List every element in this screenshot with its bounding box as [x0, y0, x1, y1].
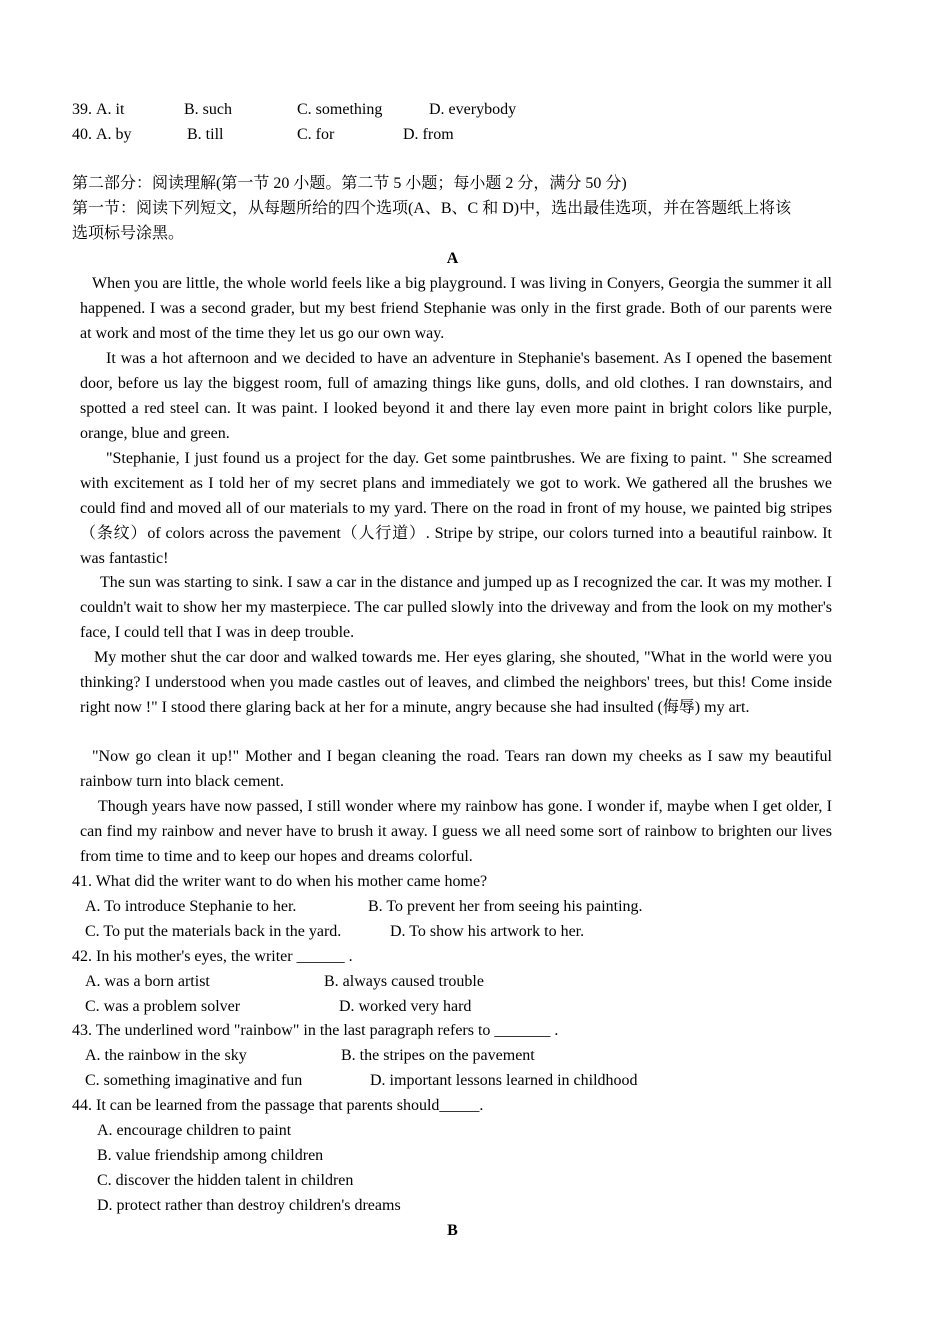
q42-option-b: B. always caused trouble: [324, 973, 484, 990]
instruction-line-1: 第一节：阅读下列短文，从每题所给的四个选项(A、B、C 和 D)中，选出最佳选项，并在答题纸上将该: [72, 200, 792, 217]
q40-number: 40.: [72, 126, 92, 143]
q43-stem: 43. The underlined word "rainbow" in the last paragraph refers to _______ .: [72, 1022, 559, 1039]
q44-option-b: B. value friendship among children: [97, 1147, 324, 1164]
q43-option-a: A. the rainbow in the sky: [85, 1047, 247, 1064]
q39-number: 39.: [72, 101, 92, 118]
q42-option-c: C. was a problem solver: [85, 998, 241, 1015]
q41-option-c: C. To put the materials back in the yard.: [85, 923, 342, 940]
passage-a-heading: A: [446, 250, 459, 267]
q44-option-d: D. protect rather than destroy children's dreams: [97, 1197, 401, 1214]
q39-option-b: B. such: [184, 101, 232, 118]
q39-option-a: A. it: [96, 101, 125, 118]
q42-stem: 42. In his mother's eyes, the writer ______ .: [72, 948, 353, 965]
passage-a-paragraph-7: Though years have now passed, I still wonder where my rainbow has gone. I wonder if, maybe when I get older, I can find my rainbow and never have to brush it away. I guess we all need some sort of rainbow to brighten our lives from time to time and to keep our hopes and dreams colorful.: [80, 798, 832, 865]
passage-a-paragraph-5: My mother shut the car door and walked towards me. Her eyes glaring, she shouted, "What in the world were you thinking? I understood when you made castles out of leaves, and climbed the neighbors' trees, but this! Come inside right now !" I stood there glaring back at her for a minute, angry because she had insulted (侮辱) my art.: [80, 649, 832, 716]
q41-option-d: D. To show his artwork to her.: [390, 923, 585, 940]
q44-option-a: A. encourage children to paint: [97, 1122, 292, 1139]
q40-option-d: D. from: [403, 126, 454, 143]
q44-option-c: C. discover the hidden talent in children: [97, 1172, 354, 1189]
passage-a-paragraph-1: When you are little, the whole world feels like a big playground. I was living in Conyers, Georgia the summer it all happened. I was a second grader, but my best friend Stephanie was only in the first grade. Both of our parents were at work and most of the time they let us go our own way.: [80, 275, 832, 342]
q41-stem: 41. What did the writer want to do when his mother came home?: [72, 873, 488, 890]
q42-option-a: A. was a born artist: [85, 973, 210, 990]
passage-a-paragraph-3: "Stephanie, I just found us a project for the day. Get some paintbrushes. We are fixing to paint. " She screamed with excitement as I told her of my secret plans and immediately we got to work. We gathered all the brushes we could find and moved all of our materials to my yard. There on the road in front of my house, we painted big stripes（条纹）of colors across the pavement（人行道）. Stripe by stripe, our colors turned into a beautiful rainbow. It was fantastic!: [80, 450, 832, 567]
q43-option-d: D. important lessons learned in childhood: [370, 1072, 638, 1089]
q41-option-b: B. To prevent her from seeing his painting.: [368, 898, 643, 915]
q40-option-a: A. by: [96, 126, 132, 143]
q39-option-d: D. everybody: [429, 101, 517, 118]
q42-option-d: D. worked very hard: [339, 998, 472, 1015]
passage-b-heading: B: [447, 1222, 458, 1239]
q41-option-a: A. To introduce Stephanie to her.: [85, 898, 297, 915]
q43-option-c: C. something imaginative and fun: [85, 1072, 303, 1089]
instruction-line-2: 选项标号涂黑。: [72, 225, 185, 242]
q39-option-c: C. something: [297, 101, 383, 118]
q40-option-c: C. for: [297, 126, 335, 143]
part-two-heading: 第二部分：阅读理解(第一节 20 小题。第二节 5 小题；每小题 2 分，满分 50 分): [72, 175, 627, 192]
q40-option-b: B. till: [187, 126, 224, 143]
passage-a-paragraph-4: The sun was starting to sink. I saw a car in the distance and jumped up as I recognized the car. It was my mother. I couldn't wait to show her my masterpiece. The car pulled slowly into the driveway and from the look on my mother's face, I could tell that I was in deep trouble.: [80, 574, 832, 641]
q44-stem: 44. It can be learned from the passage that parents should_____.: [72, 1097, 484, 1114]
passage-a-paragraph-2: It was a hot afternoon and we decided to have an adventure in Stephanie's basement. As I opened the basement door, before us lay the biggest room, full of amazing things like guns, dolls, and old clothes. I ran downstairs, and spotted a red steel can. It was paint. I looked beyond it and there lay even more paint in bright colors like purple, orange, blue and green.: [80, 350, 832, 442]
passage-a-paragraph-6: "Now go clean it up!" Mother and I began cleaning the road. Tears ran down my cheeks as I saw my beautiful rainbow turn into black cement.: [80, 748, 832, 790]
q43-option-b: B. the stripes on the pavement: [341, 1047, 535, 1064]
